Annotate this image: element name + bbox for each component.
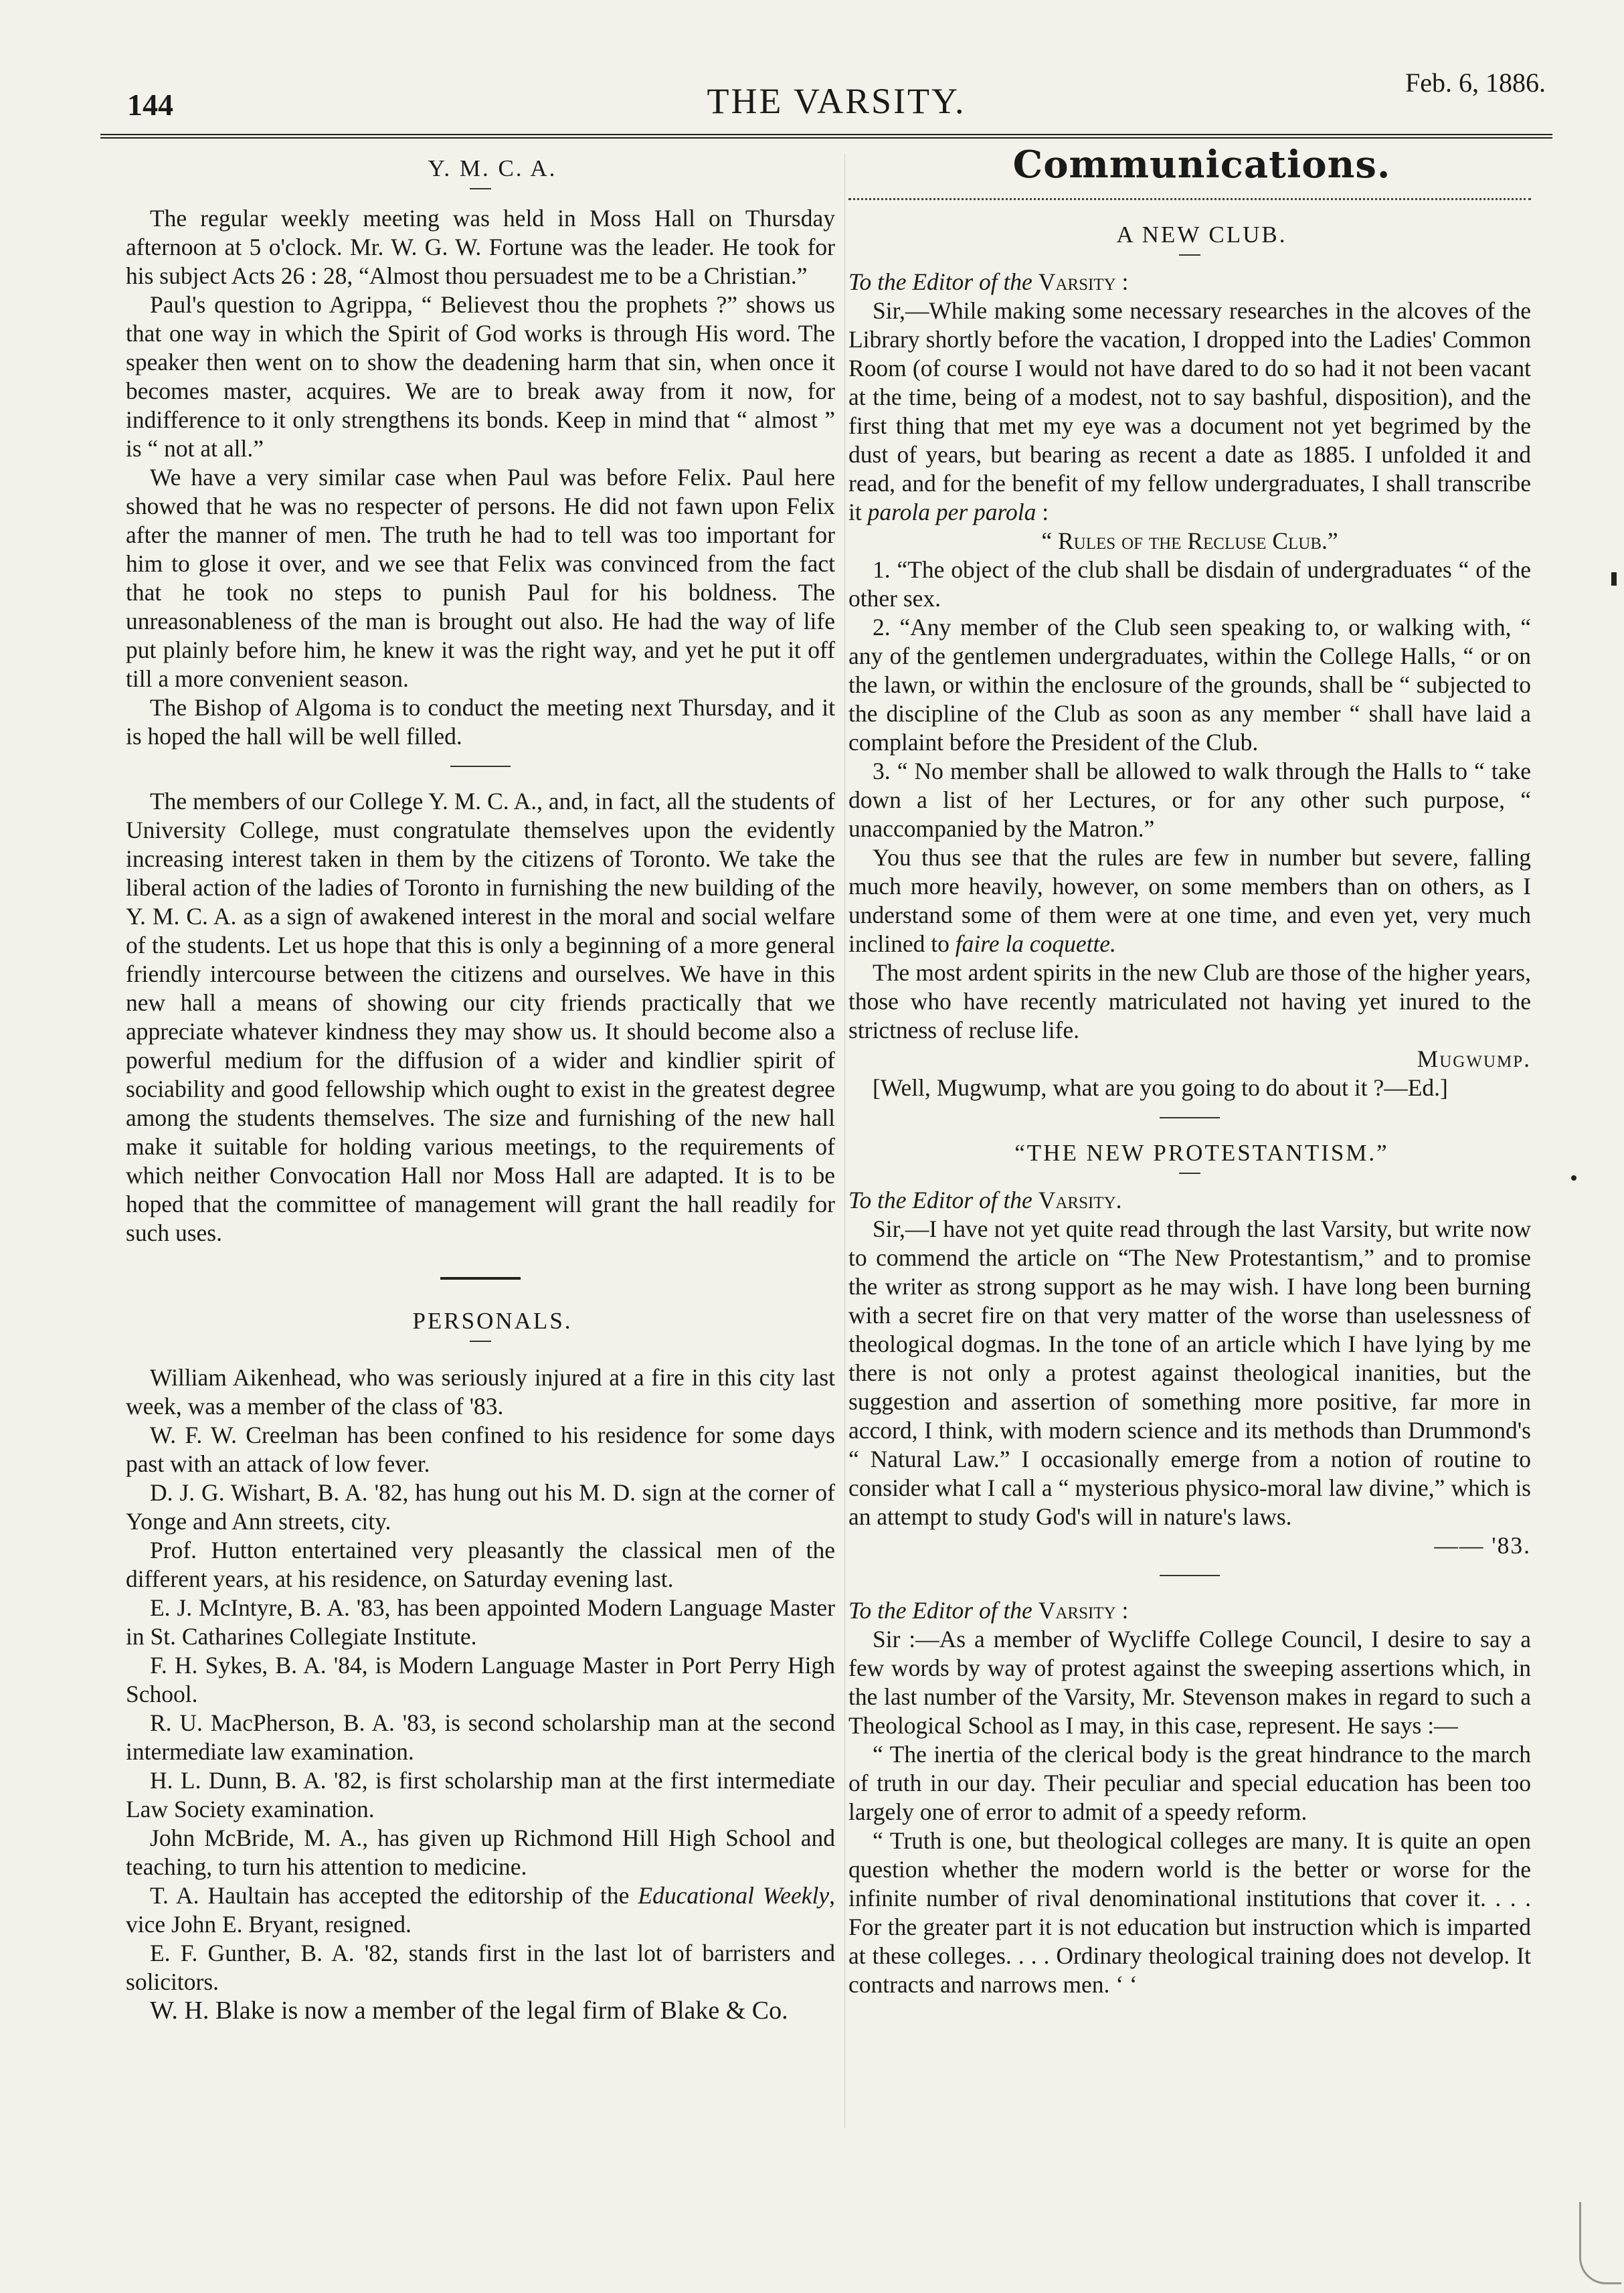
text: You thus see that the rules are few in number but severe, falling much more heavily, however, on some members than on others, as I understand some of them were at one time, and even yet, very much inclined to	[848, 844, 1531, 957]
wycliffe-quote: “ Truth is one, but theological colleges are many. It is quite an open question whether the modern world is the better or worse for the infinite number of rival denominational institutions that cover it. . . . For the greater part it is not education but instruction which is imparted at these colleges. . . . Ordinary theological training does not develop. It contracts and narrows men. ‘ ‘	[848, 1827, 1531, 1998]
personal-item-haultain	[126, 1881, 835, 1939]
text: T. A. Haultain has accepted the editorship of the	[150, 1882, 638, 1909]
heading-dash	[1179, 254, 1200, 256]
to-editor-text: To the Editor of the	[848, 1187, 1039, 1213]
page-curl-edge	[1579, 2202, 1621, 2284]
wycliffe-body: Sir :—As a member of Wycliffe College Council, I desire to say a few words by way of protest against the sweeping assertions which, in the last number of the Varsity, Mr. Stevenson makes in regard to such a Theological School as I may, in this case, represent. He says :—	[848, 1626, 1531, 1739]
varsity-name: Varsity :	[1038, 1597, 1129, 1624]
signature-mugwump: Mugwump.	[1417, 1045, 1531, 1072]
signature-83: —— '83.	[1434, 1532, 1531, 1559]
column-divider	[844, 154, 845, 2128]
club-rule: 3. “ No member shall be allowed to walk through the Halls to “ take down a list of her Lectures, or for any other such purpose, “ unaccompanied by the Matron.”	[848, 758, 1531, 842]
wycliffe-quote: “ The inertia of the clerical body is the great hindrance to the march of truth in our day. Their peculiar and special education has been too largely one of error to admit of a speedy reform.	[848, 1741, 1531, 1825]
editor-note: [Well, Mugwump, what are you going to do about it ?—Ed.]	[873, 1074, 1448, 1101]
personal-item: Prof. Hutton entertained very pleasantly the classical men of the different years, at his residence, on Saturday evening last.	[126, 1537, 835, 1592]
new-club-body	[848, 296, 1531, 527]
communications-title: Communications.	[1012, 143, 1391, 187]
to-editor-text: To the Editor of the	[848, 268, 1039, 295]
heading-dash	[470, 1341, 491, 1342]
ymca-paragraph-4: The Bishop of Algoma is to conduct the meeting next Thursday, and it is hoped the hall will be well filled.	[126, 694, 835, 750]
personal-item: E. J. McIntyre, B. A. '83, has been appointed Modern Language Master in St. Catharines Collegiate Institute.	[126, 1594, 835, 1650]
rules-title: “ Rules of the Recluse Club.”	[1041, 527, 1338, 554]
personal-item-blake: W. H. Blake is now a member of the legal firm of Blake & Co.	[150, 1997, 788, 2025]
personal-item: F. H. Sykes, B. A. '84, is Modern Language Master in Port Perry High School.	[126, 1652, 835, 1707]
varsity-name: Varsity.	[1038, 1187, 1122, 1213]
section-separator	[1160, 1117, 1220, 1118]
section-separator	[450, 766, 511, 767]
margin-mark	[1611, 572, 1617, 586]
to-editor-line	[848, 268, 1531, 296]
text: Sir,—While making some necessary researches in the alcoves of the Library shortly before the vacation, I dropped into the Ladies' Common Room (of course I would not have dared to do so had it not been vacant at the time, being of a modest, not to say bashful, disposition), and the first thing that met my eye was a document not yet begrimed by the dust of years, but bearing as recent a date as 1885. I unfolded it and read, and for the benefit of my fellow undergraduates, I shall transcribe it	[848, 297, 1531, 525]
ymca-paragraph-1: The regular weekly meeting was held in Moss Hall on Thursday afternoon at 5 o'clock. Mr. W. G. W. Fortune was the leader. He took for his subject Acts 26 : 28, “Almost thou persuadest me to be a Christian.”	[126, 205, 835, 289]
ardent-paragraph: The most ardent spirits in the new Club are those of the higher years, those who have recently matriculated not having yet inured to the strictness of recluse life.	[848, 959, 1531, 1043]
italic-phrase: parola per parola	[867, 499, 1036, 525]
new-protestantism-heading: “THE NEW PROTESTANTISM.”	[1014, 1140, 1389, 1166]
personal-item: W. F. W. Creelman has been confined to his residence for some days past with an attack of low fever.	[126, 1422, 835, 1477]
new-club-heading: A NEW CLUB.	[1116, 222, 1287, 248]
text: , vice John E. Bryant, resigned.	[126, 1882, 836, 1938]
personal-item: R. U. MacPherson, B. A. '83, is second scholarship man at the second intermediate law examination.	[126, 1709, 835, 1765]
varsity-name: Varsity :	[1038, 268, 1129, 295]
header-double-rule	[100, 134, 1552, 139]
personal-item: John McBride, M. A., has given up Richmond Hill High School and teaching, to turn his attention to medicine.	[126, 1824, 835, 1880]
personal-item: E. F. Gunther, B. A. '82, stands first in the last lot of barristers and solicitors.	[126, 1940, 835, 1995]
ymca-heading: Y. M. C. A.	[428, 155, 557, 181]
page-header	[127, 67, 1546, 127]
personal-item: William Aikenhead, who was seriously injured at a fire in this city last week, was a member of the class of '83.	[126, 1364, 835, 1420]
personal-item: D. J. G. Wishart, B. A. '82, has hung out his M. D. sign at the corner of Yonge and Ann streets, city.	[126, 1479, 835, 1535]
club-rule: 1. “The object of the club shall be disdain of undergraduates “ of the other sex.	[848, 556, 1531, 612]
to-editor-line	[848, 1596, 1531, 1625]
text: :	[1036, 499, 1049, 525]
masthead-title: THE VARSITY.	[707, 81, 966, 121]
new-protestantism-body: Sir,—I have not yet quite read through the last Varsity, but write now to commend the article on “The New Protestantism,” and to promise the writer as strong support as he may wish. I have long been burning with a secret fire on that very matter of the worse than uselessness of theological dogmas. In the tone of an article which I have lying by me there is not only a protest against theological inanities, but the suggestion and assertion of something more positive, far more in accord, I think, with modern science and its methods than Drummond's “ Natural Law.” I occasionally emerge from a notion of routine to consider what I call a “ mysterious physico-moral law divine,” which is an attempt to study God's will in nature's laws.	[848, 1215, 1531, 1530]
thick-separator	[440, 1277, 521, 1280]
club-rule: 2. “Any member of the Club seen speaking to, or walking with, “ any of the gentlemen undergraduates, within the College Halls, “ or on the lawn, or within the enclosure of the grounds, shall be “ subjected to the discipline of the Club as soon as any member “ shall have laid a complaint before the President of the Club.	[848, 614, 1531, 756]
personals-heading: PERSONALS.	[412, 1308, 573, 1334]
italic-phrase: faire la coquette.	[955, 930, 1116, 957]
right-column	[848, 143, 1531, 1999]
ymca-editorial-paragraph: The members of our College Y. M. C. A., and, in fact, all the students of University College, must congratulate themselves upon the evidently increasing interest taken in them by the citizens of Toronto. We take the liberal action of the ladies of Toronto in furnishing the new building of the Y. M. C. A. as a sign of awakened interest in the moral and social welfare of the students. Let us hope that this is only a beginning of a more general friendly intercourse between the citizens and ourselves. We have in this new hall a means of showing our city friends practically that we appreciate whatever kindness they may show us. It should become also a powerful medium for the diffusion of a wider and kindlier spirit of sociability and good fellowship which ought to exist in the greatest degree among the students themselves. The size and furnishing of the new hall make it suitable for holding various meetings, to the requirements of which neither Convocation Hall nor Moss Hall are adapted. It is to be hoped that the committee of management will grant the hall readily for such uses.	[126, 788, 835, 1246]
to-editor-line	[848, 1186, 1531, 1215]
publication-name: Educational Weekly	[638, 1882, 830, 1909]
section-separator	[1160, 1575, 1220, 1576]
margin-dot	[1571, 1175, 1576, 1181]
ymca-paragraph-3: We have a very similar case when Paul was before Felix. Paul here showed that he was no respecter of persons. He did not fawn upon Felix after the manner of men. The truth he had to tell was too important for him to glose it over, and we see that Felix was convinced from the fact that he took no steps to punish Paul for his boldness. The unreasonableness of the man is brought out also. He had the way of life put plainly before him, he knew it was the right way, and yet he put it off till a more convenient season.	[126, 464, 835, 692]
issue-date: Feb. 6, 1886.	[1405, 68, 1546, 98]
rules-commentary	[848, 843, 1531, 958]
personal-item: H. L. Dunn, B. A. '82, is first scholarship man at the first intermediate Law Society examination.	[126, 1767, 835, 1822]
dotted-rule	[848, 198, 1531, 200]
left-column	[126, 151, 835, 2025]
page-number: 144	[127, 88, 173, 122]
heading-dash	[1179, 1173, 1200, 1174]
to-editor-text: To the Editor of the	[848, 1597, 1039, 1624]
ymca-paragraph-2: Paul's question to Agrippa, “ Believest thou the prophets ?” shows us that one way in which the Spirit of God works is through His word. The speaker then went on to show the deadening harm that sin, when once it becomes master, acquires. We are to break away from it now, for indifference to it only strengthens its bonds. Keep in mind that “ almost ” is “ not at all.”	[126, 291, 835, 462]
heading-dash	[470, 188, 491, 189]
